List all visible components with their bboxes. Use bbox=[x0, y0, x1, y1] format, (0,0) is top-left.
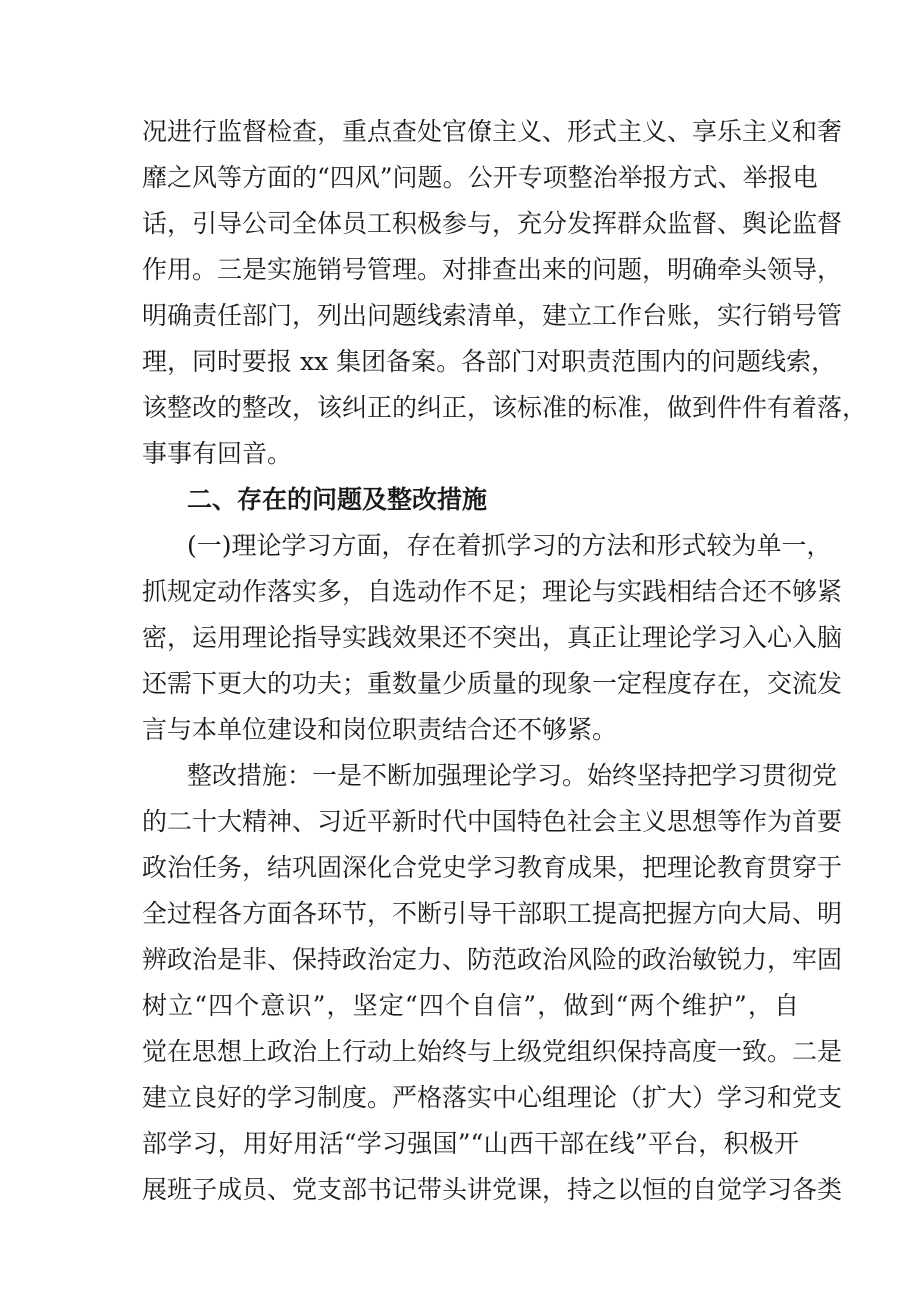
paragraph-line: 部学习，用好用活“学习强国”“山西干部在线”平台，积极开 bbox=[142, 1129, 799, 1158]
paragraph-line: 该整改的整改，该纠正的纠正，该标准的标准，做到件件有着落， bbox=[142, 393, 868, 422]
paragraph-line: 密，运用理论指导实践效果还不突出，真正让理论学习入心入脑 bbox=[142, 623, 843, 652]
paragraph-line: 觉在思想上政治上行动上始终与上级党组织保持高度一致。二是 bbox=[142, 1037, 843, 1066]
paragraph-line: 抓规定动作落实多，自选动作不足；理论与实践相结合还不够紧 bbox=[142, 577, 843, 606]
paragraph-line: 全过程各方面各环节，不断引导干部职工提高把握方向大局、明 bbox=[142, 899, 843, 928]
paragraph-line: 的二十大精神、习近平新时代中国特色社会主义思想等作为首要 bbox=[142, 807, 843, 836]
paragraph-line: 话，引导公司全体员工积极参与，充分发挥群众监督、舆论监督 bbox=[142, 209, 843, 238]
paragraph-line: 建立良好的学习制度。严格落实中心组理论（扩大）学习和党支 bbox=[142, 1083, 843, 1112]
paragraph-line: 还需下更大的功夫；重数量少质量的现象一定程度存在，交流发 bbox=[142, 669, 843, 698]
section-heading: 二、存在的问题及整改措施 bbox=[187, 485, 488, 514]
paragraph-line: (一)理论学习方面，存在着抓学习的方法和形式较为单一， bbox=[187, 531, 832, 560]
paragraph-line: 明确责任部门，列出问题线索清单，建立工作台账，实行销号管 bbox=[142, 301, 843, 330]
paragraph-line: 靡之风等方面的“四风”问题。公开专项整治举报方式、举报电 bbox=[142, 163, 818, 192]
paragraph-line: 理，同时要报 xx 集团备案。各部门对职责范围内的问题线索， bbox=[142, 347, 837, 376]
paragraph-line: 展班子成员、党支部书记带头讲党课，持之以恒的自觉学习各类 bbox=[142, 1175, 843, 1204]
paragraph-line: 况进行监督检查，重点查处官僚主义、形式主义、享乐主义和奢 bbox=[142, 117, 843, 146]
paragraph-line: 整改措施：一是不断加强理论学习。始终坚持把学习贯彻党 bbox=[187, 761, 838, 790]
paragraph-line: 辨政治是非、保持政治定力、防范政治风险的政治敏锐力，牢固 bbox=[142, 945, 843, 974]
paragraph-line: 言与本单位建设和岗位职责结合还不够紧。 bbox=[142, 715, 618, 744]
paragraph-line: 事事有回音。 bbox=[142, 439, 293, 468]
paragraph-line: 政治任务，结巩固深化合党史学习教育成果，把理论教育贯穿于 bbox=[142, 853, 843, 882]
paragraph-line: 作用。三是实施销号管理。对排查出来的问题，明确牵头领导， bbox=[142, 255, 843, 284]
paragraph-line: 树立“四个意识”，坚定“四个自信”，做到“两个维护”，自 bbox=[142, 991, 799, 1020]
